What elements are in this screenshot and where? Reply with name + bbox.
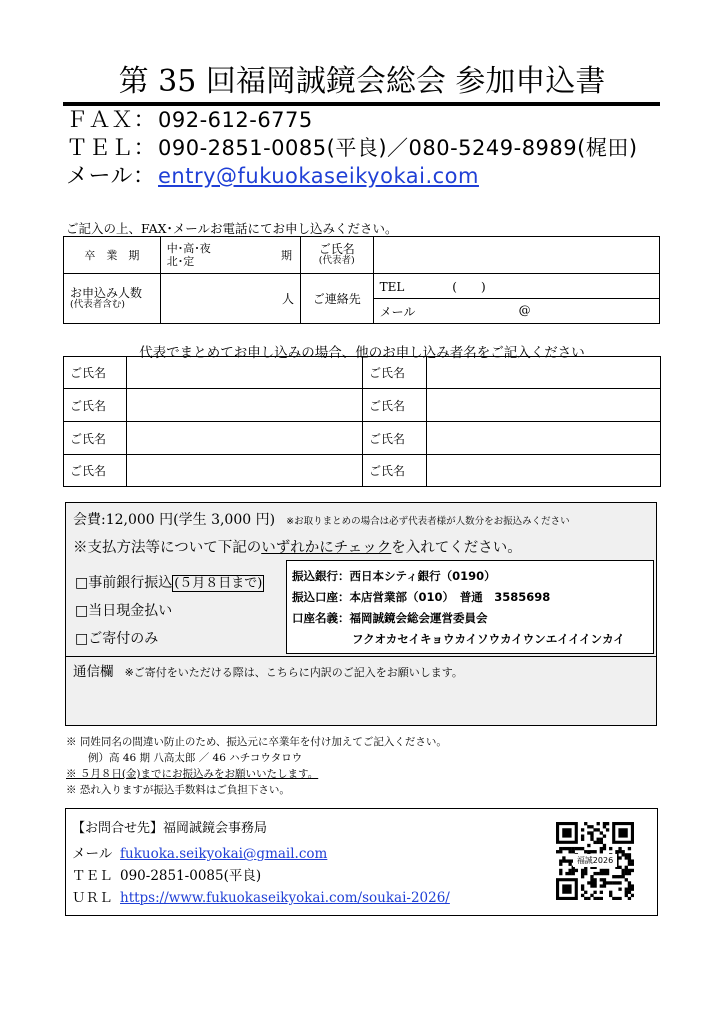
inquiry-tel-value: 090-2851-0085(平良) [120,868,262,884]
inquiry-tel-label: ＴＥＬ [72,868,113,884]
name-label-cell: ご氏名 [363,422,427,455]
tel-line [66,134,638,163]
note-deadline: ※ ５月８日(金)までにお振込みをお願いいたします。 [66,768,319,780]
contact-label-cell: ご連絡先 [300,274,373,324]
count-field[interactable] [160,274,300,324]
name-input-field[interactable] [427,455,661,487]
tel-label: ＴＥＬ： [66,136,157,161]
fax-line [66,106,313,135]
option-bank-transfer[interactable]: □事前銀行振込 (５月８日まで) [75,575,263,591]
at-sign: @ [518,302,531,317]
school-options-line1: 中･高･夜 [166,242,211,255]
memo-input-area[interactable] [66,676,656,724]
fee-text: 会費:12,000 円(学生 3,000 円) [73,512,276,528]
count-sublabel: (代表者含む) [70,298,125,310]
payment-instruction-emphasis: いずれかにチェック [261,540,392,556]
inquiry-url-link[interactable]: https://www.fukuokaseikyokai.com/soukai-2026/ [120,890,450,906]
page-title: 第 35 回福岡誠鏡会総会 参加申込書 [118,64,606,99]
qr-code[interactable] [556,822,634,900]
memo-note: ※ご寄付をいただける際は、こちらに内訳のご記入をお願いします。 [124,666,463,679]
name-label-cell: ご氏名 [363,389,427,422]
fax-value: 092-612-6775 [158,108,313,132]
fee-line [73,509,570,529]
inquiry-heading: 【お問合せ先】福岡誠鏡会事務局 [72,821,268,836]
count-label: お申込み人数 [70,285,143,300]
bank-deadline: (５月８日まで) [174,576,263,591]
inquiry-url-row [72,886,450,906]
account-holder: 口座名義：福岡誠鏡会総会運営委員会 [292,611,488,625]
name-label-cell [300,237,373,274]
name-input-field[interactable] [127,357,363,389]
representative-name-field[interactable] [373,237,659,274]
name-label-cell: ご氏名 [363,455,427,487]
inquiry-url-label: ＵＲＬ [72,890,113,906]
bank-name: 振込銀行：西日本シティ銀行（0190） [292,569,496,583]
name-sublabel: (代表者) [318,255,355,266]
name-label-cell: ご氏名 [64,357,127,389]
fax-label: ＦＡＸ： [66,108,157,133]
name-label-cell: ご氏名 [64,455,127,487]
additional-names-table [63,356,661,487]
instruction-text: ご記入の上、FAX･メールお電話にてお申し込みください。 [66,221,398,236]
school-options-line2: 北･定 [166,255,195,268]
name-input-field[interactable] [427,389,661,422]
contact-mail-field[interactable] [373,299,659,324]
graduation-label-cell: 卒 業 期 [64,237,161,274]
mail-line [66,162,479,191]
account-holder-kana: フクオカセイキョウカイソウカイウンエイイインカイ [352,632,625,646]
option-cash-on-day[interactable]: □当日現金払い [75,603,173,619]
person-suffix: 人 [281,292,294,306]
count-label-cell [64,274,161,324]
inquiry-mail-row [72,842,327,862]
memo-label: 通信欄 [73,664,114,680]
inquiry-tel-row [72,864,261,884]
name-label-cell: ご氏名 [64,422,127,455]
bank-branch: 振込口座：本店営業部（010） 普通 3585698 [292,590,551,604]
group-heading: 代表でまとめてお申し込みの場合、他のお申し込み者名をご記入ください [139,345,585,361]
option-donation-only[interactable]: □ご寄付のみ [75,631,159,647]
payment-instruction: ※支払方法等について下記のいずれかにチェックを入れてください。 [73,540,522,556]
fee-note: ※お取りまとめの場合は必ず代表者様が人数分をお振込みください [286,516,570,527]
entry-email-link[interactable]: entry@fukuokaseikyokai.com [158,164,479,188]
graduation-term-field[interactable] [160,237,300,274]
name-input-field[interactable] [427,422,661,455]
tel-value: 090-2851-0085(平良)／080-5249-8989(梶田) [158,136,638,160]
name-label: ご氏名 [318,242,355,256]
name-input-field[interactable] [127,389,363,422]
memo-divider [65,656,657,657]
applicant-form-table [63,236,660,324]
name-input-field[interactable] [427,357,661,389]
name-input-field[interactable] [127,422,363,455]
note-same-name: ※ 同姓同名の間違い防止のため、振込元に卒業年を付け加えてご記入ください。 [66,736,447,748]
inquiry-mail-link[interactable]: fukuoka.seikyokai@gmail.com [120,846,328,862]
mail-label: メール： [66,164,156,189]
contact-mail-label: メール [379,304,416,319]
inquiry-mail-label: メール [72,846,113,862]
name-input-field[interactable] [127,455,363,487]
name-label-cell: ご氏名 [64,389,127,422]
term-suffix: 期 [280,249,292,262]
qr-caption: 福誠2026 [573,854,617,867]
note-transfer-fee: ※ 恐れ入りますが振込手数料はご負担下さい。 [66,784,290,796]
name-label-cell: ご氏名 [363,357,427,389]
contact-tel-field[interactable]: TEL ( ) [373,274,659,299]
note-example: 例）高 46 期 八高太郎 ／ 46 ハチコウタロウ [88,752,303,764]
